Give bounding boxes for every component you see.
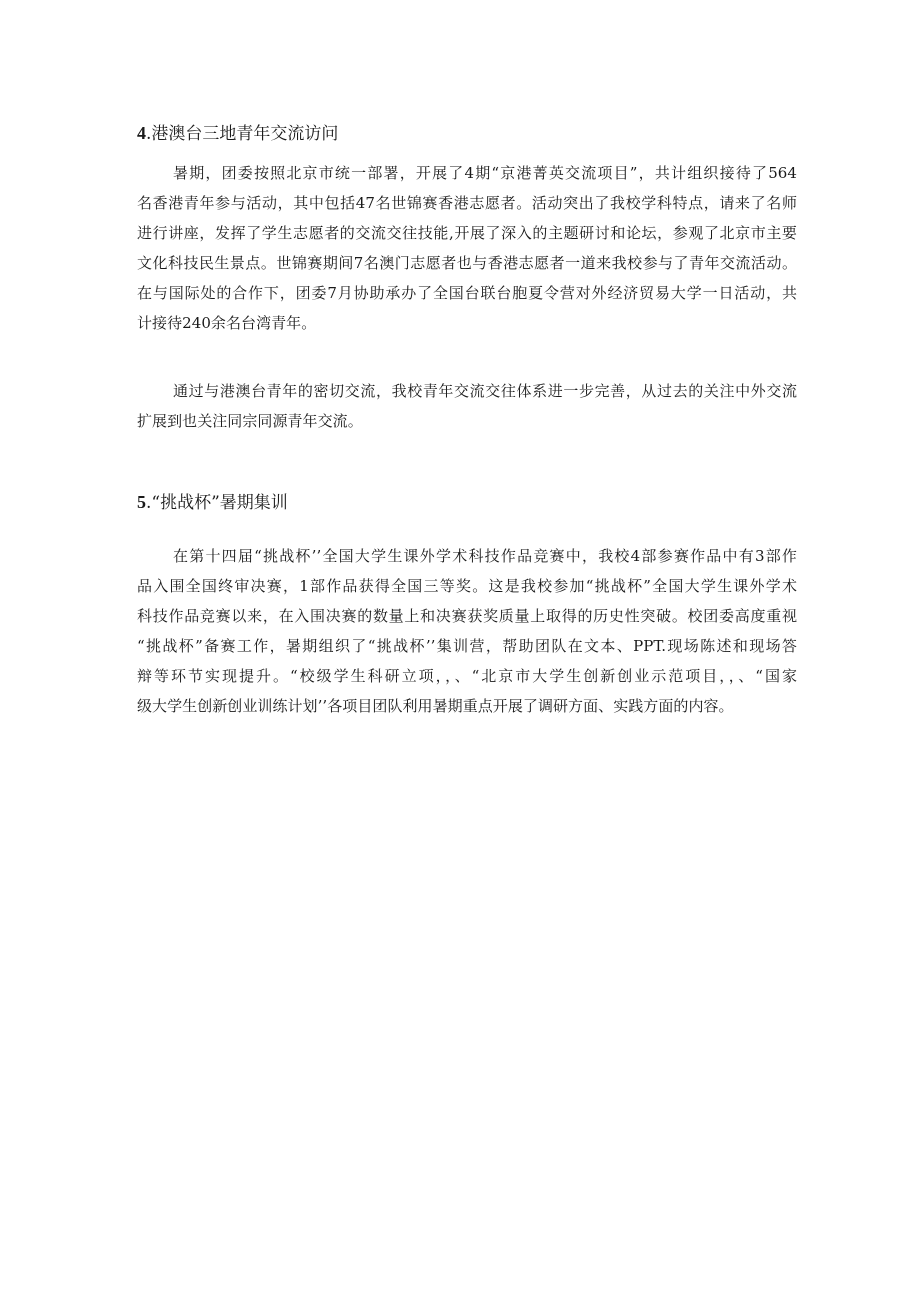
paragraph-line: 级大学生创新创业训练计划’’各项目团队利用暑期重点开展了调研方面、实践方面的内容。 — [137, 697, 734, 715]
paragraph-line: 计接待240余名台湾青年。 — [137, 314, 317, 332]
paragraph-line: 科技作品竞赛以来，在入围决赛的数量上和决赛获奖质量上取得的历史性突破。校团委高度重视 — [137, 607, 797, 625]
paragraph-line: 在第十四届“挑战杯’’全国大学生课外学术科技作品竞赛中，我校4部参赛作品中有3部作 — [173, 547, 797, 565]
paragraph-line: 在与国际处的合作下，团委7月协助承办了全国台联台胞夏令营对外经济贸易大学一日活动，共 — [137, 284, 797, 302]
section-4-paragraph-2 — [137, 376, 797, 436]
paragraph-line: 品入围全国终审决赛，1部作品获得全国三等奖。这是我校参加“挑战杯”全国大学生课外学术 — [137, 577, 797, 595]
section-5-paragraph-1 — [137, 541, 797, 721]
paragraph-line: 文化科技民生景点。世锦赛期间7名澳门志愿者也与香港志愿者一道来我校参与了青年交流活动。 — [137, 254, 797, 272]
section-4-title: .港澳台三地青年交流访问 — [146, 124, 339, 144]
section-5-number: 5 — [137, 492, 146, 512]
paragraph-line: 进行讲座，发挥了学生志愿者的交流交往技能,开展了深入的主题研讨和论坛，参观了北京市主要 — [137, 224, 797, 242]
section-4-number: 4 — [137, 123, 146, 143]
paragraph-line: “挑战杯”备赛工作，暑期组织了“挑战杯’’集训营，帮助团队在文本、PPT.现场陈述和现场答 — [137, 637, 797, 655]
section-5-title: .“挑战杯”暑期集训 — [146, 493, 288, 513]
section-5-heading — [137, 490, 288, 515]
paragraph-line: 名香港青年参与活动，其中包括47名世锦赛香港志愿者。活动突出了我校学科特点，请来了名师 — [137, 194, 797, 212]
paragraph-line: 扩展到也关注同宗同源青年交流。 — [137, 412, 363, 430]
paragraph-line: 暑期，团委按照北京市统一部署，开展了4期“京港菁英交流项目”，共计组织接待了564 — [173, 164, 797, 182]
section-4-paragraph-1 — [137, 158, 797, 338]
paragraph-line: 辩等环节实现提升。“校级学生科研立项，，、“北京市大学生创新创业示范项目，，、“国家 — [137, 667, 797, 685]
paragraph-line: 通过与港澳台青年的密切交流，我校青年交流交往体系进一步完善，从过去的关注中外交流 — [173, 382, 797, 400]
section-4-heading — [137, 121, 338, 146]
